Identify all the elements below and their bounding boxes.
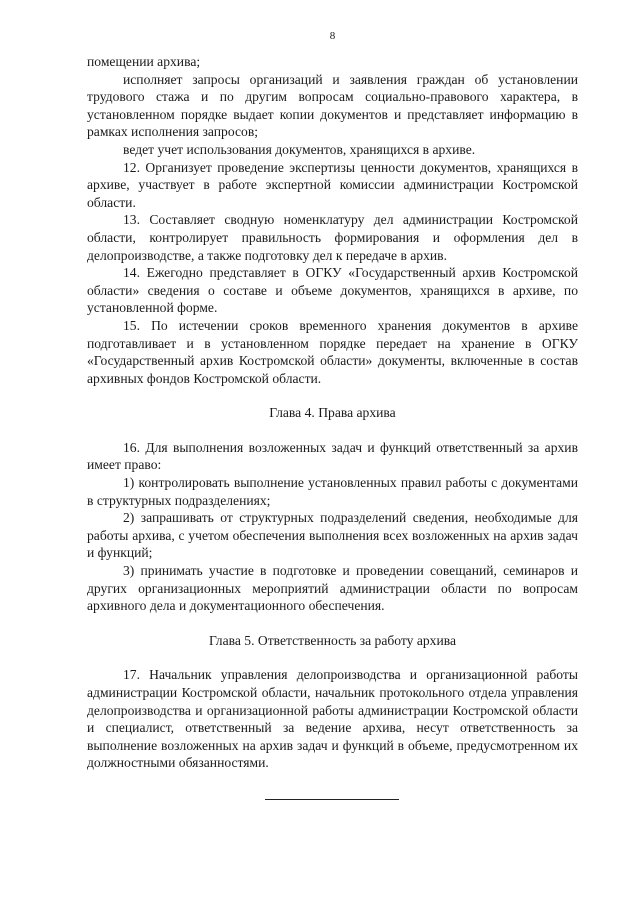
paragraph-archive-premises-end: помещении архива; [87, 54, 201, 69]
paragraph-item-14: 14. Ежегодно представляет в ОГКУ «Государственный архив Костромской области» сведения о составе и объеме документов, хранящихся в архиве, по установленной форме. [87, 265, 578, 316]
paragraph-right-1: 1) контролировать выполнение установленных правил работы с документами в структурных подразделениях; [87, 475, 578, 508]
chapter-4-heading: Глава 4. Права архива [269, 405, 396, 421]
end-separator-line [265, 799, 399, 800]
paragraph-item-17: 17. Начальник управления делопроизводства и организационной работы администрации Костромской области, начальник протокольного отдела управления делопроизводства и организационной работы администрации Костромской области и специалист, ответственный за ведение архива, несут ответственность за выполнение возложенных на архив задач и функций в объеме, предусмотренном их должностными обязанностями. [87, 667, 578, 771]
paragraph-right-3: 3) принимать участие в подготовке и проведении совещаний, семинаров и других организационных мероприятий администрации области по вопросам архивного дела и документационного обеспечения. [87, 563, 578, 614]
paragraph-item-16: 16. Для выполнения возложенных задач и функций ответственный за архив имеет право: [87, 439, 578, 473]
paragraph-handles-requests: исполняет запросы организаций и заявления граждан об установлении трудового стажа и по другим вопросам социально-правового характера, в установленном порядке выдает копии документов и представляет информацию в рамках исполнения запросов; [87, 71, 578, 140]
page-number: 8 [329, 30, 336, 42]
paragraph-right-2: 2) запрашивать от структурных подразделений сведения, необходимые для работы архива, с учетом обеспечения выполнения всех возложенных на архив задач и функций; [87, 510, 578, 561]
paragraph-item-13: 13. Составляет сводную номенклатуру дел администрации Костромской области, контролирует правильность формирования и оформления дел в делопроизводстве, а также подготовку дел к передаче в архив. [87, 212, 578, 263]
paragraph-usage-accounting: ведет учет использования документов, хранящихся в архиве. [123, 141, 476, 157]
chapter-5-heading: Глава 5. Ответственность за работу архива [208, 632, 457, 648]
paragraph-item-12: 12. Организует проведение экспертизы ценности документов, хранящихся в архиве, участвует в работе экспертной комиссии администрации Костромской области. [87, 159, 578, 210]
paragraph-item-15: 15. По истечении сроков временного хранения документов в архиве подготавливает и в установленном порядке передает на хранение в ОГКУ «Государственный архив Костромской области» документы, включенные в состав архивных фондов Костромской области. [87, 317, 578, 386]
